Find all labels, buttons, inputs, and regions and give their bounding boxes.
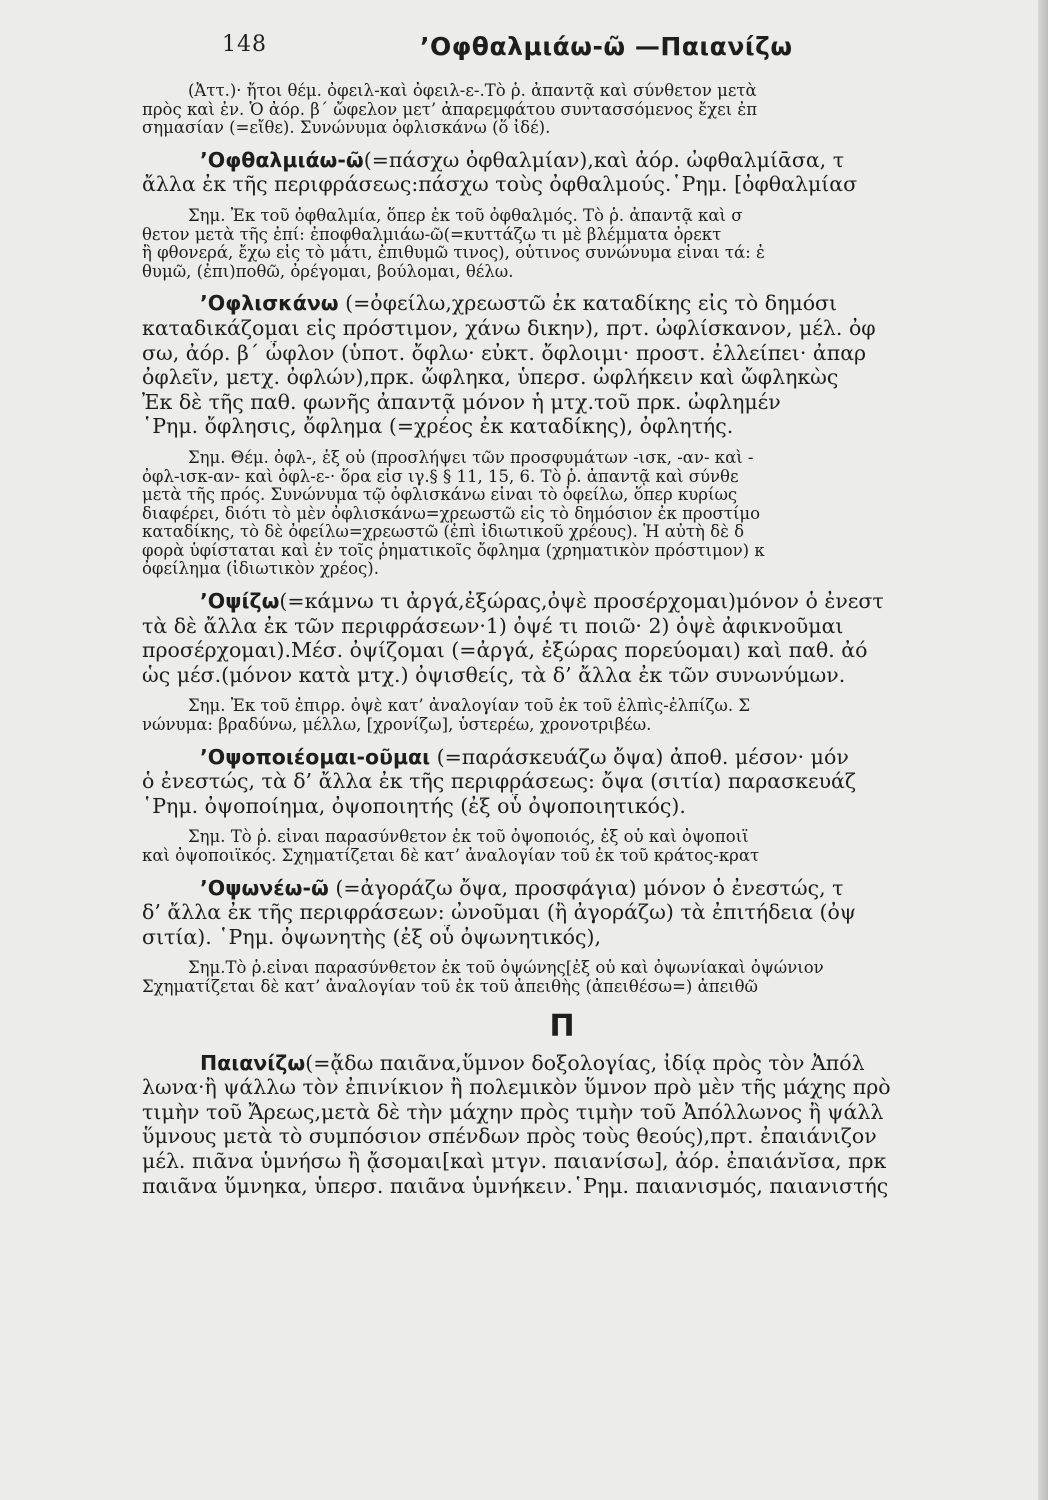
- note-line: [142, 847, 1042, 866]
- line-text: ῾Ρημ. ὀψοποίημα, ὀψοποιητής (ἐξ οὗ ὀψοποιητικός).: [142, 793, 686, 818]
- line-text: σημασίαν (=εἴθε). Συνώνυμα ὀφλισκάνω (ὅ ἰδέ).: [142, 119, 551, 138]
- dictionary-entry: [142, 876, 1042, 950]
- entry-line: [142, 316, 1042, 341]
- line-text: διαφέρει, διότι τὸ μὲν ὀφλισκάνω=χρεωστῶ εἰς τὸ δημόσιον ἐκ προστίμο: [142, 504, 761, 523]
- entry-line: [142, 876, 1042, 901]
- entry-headword: ’Οφθαλμιάω-ῶ: [200, 147, 364, 172]
- line-text: τιμὴν τοῦ Ἄρεως,μετὰ δὲ τὴν μάχην πρὸς τιμὴν τοῦ Ἀπόλλωνος ἢ ψάλλ: [142, 1099, 884, 1124]
- note-line: [142, 449, 1042, 468]
- line-text: ὀφλεῖν, μετχ. ὀφλών),πρκ. ὤφληκα, ὑπερσ. ὠφλήκειν καὶ ὤφληκὼς: [142, 365, 839, 390]
- entry-headword: Παιανίζω: [200, 1050, 306, 1075]
- note-line: [142, 828, 1042, 847]
- entry-headword: ’Οψωνέω-ῶ: [200, 875, 329, 900]
- page-edge: [1038, 0, 1048, 1500]
- line-text: (=ὀφείλω,χρεωστῶ ἐκ καταδίκης εἰς τὸ δημόσι: [338, 291, 838, 316]
- note-line: [142, 978, 1042, 997]
- entry-line: [142, 414, 1042, 439]
- line-text: καὶ ὀψοποιϊκός. Σχηματίζεται δὲ κατ’ ἀναλογίαν τοῦ ἐκ τοῦ κράτος-κρατ: [142, 847, 760, 865]
- line-text: νώνυμα: βραδύνω, μέλλω, [χρονίζω], ὑστερέω, χρονοτριβέω.: [142, 716, 652, 735]
- entry-line: [142, 663, 1042, 688]
- line-text: Σημ. Ἐκ τοῦ ἐπιρρ. ὀψὲ κατ’ ἀναλογίαν τοῦ ἐκ τοῦ ἐλπὶς-ἐλπίζω. Σ: [188, 697, 750, 716]
- entry-line: [142, 638, 1042, 663]
- line-text: σω, ἀόρ. β΄ ὦφλον (ὑποτ. ὄφλω· εὐκτ. ὄφλοιμι· προστ. ἐλλείπει· ἀπαρ: [142, 340, 867, 365]
- note-line: [142, 716, 1042, 735]
- entry-note: [142, 697, 1042, 734]
- line-text: (=ἀγοράζω ὄψα, προσφάγια) μόνον ὁ ἐνεστώς, τ: [328, 875, 844, 900]
- entry-line: [142, 900, 1042, 925]
- entry-note: [142, 828, 1042, 865]
- entry-line: [142, 1174, 1042, 1199]
- line-text: πρὸς καὶ ἐν. Ὁ ἀόρ. β΄ ὤφελον μετ’ ἀπαρεμφάτου συντασσόμενος ἔχει ἐπ: [142, 100, 758, 119]
- line-text: σιτία). ῾Ρημ. ὀψωνητὴς (ἐξ οὗ ὀψωνητικός),: [142, 924, 601, 949]
- note-line: [142, 119, 1042, 138]
- line-text: φορὰ ὑφίσταται καὶ ἐν τοῖς ῥηματικοῖς ὄφλημα (χρηματικὸν πρόστιμον) κ: [142, 541, 765, 560]
- entry-line: [142, 769, 1042, 794]
- line-text: ὡς μέσ.(μόνον κατὰ μτχ.) ὀψισθείς, τὰ δ’ ἄλλα ἐκ τῶν συνωνύμων.: [142, 662, 846, 687]
- line-text: μετὰ τῆς πρός. Συνώνυμα τῷ ὀφλισκάνω εἶναι τὸ ὀφείλω, ὅπερ κυρίως: [142, 486, 738, 505]
- entry-line: [142, 365, 1042, 390]
- line-text: καταδικάζομαι εἰς πρόστιμον, χάνω δικην), πρτ. ὠφλίσκανον, μέλ. ὀφ: [142, 315, 876, 340]
- note-line: [142, 207, 1042, 226]
- note-line: [142, 542, 1042, 561]
- line-text: τὰ δὲ ἄλλα ἐκ τῶν περιφράσεων·1) ὀψέ τι ποιῶ· 2) ὀψὲ ἀφικνοῦμαι: [142, 613, 844, 638]
- line-text: ὀφείλημα (ἰδιωτικὸν χρέος).: [142, 560, 379, 579]
- dictionary-entry: [142, 589, 1042, 687]
- entry-note: [142, 207, 1042, 281]
- entry-line: [142, 390, 1042, 415]
- line-text: θετον μετὰ τῆς ἐπί: ἐποφθαλμιάω-ῶ(=κυττάζω τι μὲ βλέμματα ὀρεκτ: [142, 225, 722, 244]
- dictionary-entry: [142, 148, 1042, 197]
- entry-headword: ’Οφλισκάνω: [200, 291, 339, 316]
- note-line: [142, 101, 1042, 120]
- line-text: (Ἀττ.)· ἤτοι θέμ. ὀφειλ-καὶ ὀφειλ-ε-.Τὸ ῥ. ἀπαντᾷ καὶ σύνθετον μετὰ: [188, 82, 757, 100]
- line-text: θυμῶ, (ἐπι)ποθῶ, ὀρέγομαι, βούλομαι, θέλω.: [142, 262, 514, 281]
- line-text: καταδίκης, τὸ δὲ ὀφείλω=χρεωστῶ (ἐπὶ ἰδιωτικοῦ χρέους). Ἡ αὐτὴ δὲ δ: [142, 523, 745, 542]
- entry-line: [142, 614, 1042, 639]
- note-line: [142, 523, 1042, 542]
- line-text: ὁ ἐνεστώς, τὰ δ’ ἄλλα ἐκ τῆς περιφράσεως: ὄψα (σιτία) παρασκευάζ: [142, 769, 856, 794]
- entry-line: [142, 291, 1042, 316]
- entry-note: [142, 959, 1042, 996]
- entry-line: [142, 925, 1042, 950]
- page-header: [0, 30, 1048, 70]
- section-letter-heading: Π: [549, 1008, 575, 1044]
- entry-line: [142, 1124, 1042, 1149]
- entry-line: [142, 148, 1042, 173]
- note-line: [142, 959, 1042, 978]
- note-line: [142, 468, 1042, 487]
- dictionary-entry: [142, 1051, 1042, 1199]
- entry-note: [142, 82, 1042, 138]
- note-line: [142, 226, 1042, 245]
- line-text: Σημ.Τὸ ῥ.εἶναι παρασύνθετον ἐκ τοῦ ὀψώνης[ἐξ οὗ καὶ ὀψωνίακαὶ ὀψώνιον: [188, 959, 824, 978]
- line-text: μέλ. πιᾶνα ὑμνήσω ἢ ᾄσομαι[καὶ μτγν. παιανίσω], ἀόρ. ἐπαιάνῐσα, πρκ: [142, 1148, 887, 1173]
- entry-line: [142, 1100, 1042, 1125]
- line-text: ὀφλ-ισκ-αν- καὶ ὀφλ-ε-· ὅρα εἰσ ιγ.§ § 11, 15, 6. Τὸ ῥ. ἀπαντᾷ καὶ σύνθε: [142, 467, 739, 486]
- entry-line: [142, 1075, 1042, 1100]
- line-text: λωνα·ἢ ψάλλω τὸν ἐπινίκιον ἢ πολεμικὸν ὕμνον πρὸ μὲν τῆς μάχης πρὸ: [142, 1075, 891, 1100]
- entry-line: [142, 172, 1042, 197]
- line-text: παιᾶνα ὕμνηκα, ὑπερσ. παιᾶνα ὑμνήκειν.῾Ρημ. παιανισμός, παιανιστής: [142, 1173, 889, 1198]
- line-text: (=κάμνω τι ἀργά,ἐξώρας,ὀψὲ προσέρχομαι)μόνον ὁ ἐνεστ: [279, 589, 884, 614]
- entry-line: [142, 745, 1042, 770]
- note-line: [142, 486, 1042, 505]
- entry-line: [142, 794, 1042, 819]
- line-text: (=ᾄδω παιᾶνα,ὕμνον δοξολογίας, ἰδίᾳ πρὸς τὸν Ἀπόλ: [305, 1050, 865, 1075]
- line-text: Σημ. Τὸ ῥ. εἶναι παρασύνθετον ἐκ τοῦ ὀψοποιός, ἐξ οὗ καὶ ὀψοποιΐ: [188, 828, 749, 847]
- dictionary-entry: [142, 291, 1042, 439]
- entry-headword: ’Οψίζω: [200, 589, 280, 614]
- running-title: ’Οφθαλμιάω-ῶ —Παιανίζω: [420, 32, 793, 61]
- note-line: [142, 560, 1042, 579]
- line-text: προσέρχομαι).Μέσ. ὀψίζομαι (=ἀργά, ἐξώρας πορεύομαι) καὶ παθ. ἀό: [142, 638, 868, 663]
- entry-line: [142, 589, 1042, 614]
- note-line: [142, 697, 1042, 716]
- line-text: Σχηματίζεται δὲ κατ’ ἀναλογίαν τοῦ ἐκ τοῦ ἀπειθὴς (ἀπειθέσω=) ἀπειθῶ: [142, 977, 758, 996]
- line-text: ὕμνους μετὰ τὸ συμπόσιον σπένδων πρὸς τοὺς θεούς),πρτ. ἐπαιάνιζον: [142, 1124, 877, 1149]
- entry-headword: ’Οψοποιέομαι-οῦμαι: [200, 744, 431, 769]
- note-line: [142, 82, 1042, 101]
- line-text: Σημ. Θέμ. ὀφλ-, ἐξ οὗ (προσλήψει τῶν προσφυμάτων -ισκ, -αν- καὶ -: [188, 448, 754, 467]
- entry-line: [142, 1149, 1042, 1174]
- line-text: ἢ φθονερά, ἔχω εἰς τὸ μάτι, ἐπιθυμῶ τινος), οὗτινος συνώνυμα εἶναι τά: ἐ: [142, 244, 765, 263]
- line-text: Σημ. Ἐκ τοῦ ὀφθαλμία, ὅπερ ἐκ τοῦ ὀφθαλμός. Τὸ ῥ. ἀπαντᾷ καὶ σ: [188, 206, 743, 225]
- line-text: δ’ ἄλλα ἐκ τῆς περιφράσεων: ὠνοῦμαι (ἢ ἀγοράζω) τὰ ἐπιτήδεια (ὀψ: [142, 900, 856, 925]
- note-line: [142, 505, 1042, 524]
- entry-line: [142, 1051, 1042, 1076]
- line-text: (=παράσκευάζω ὄψα) ἀποθ. μέσον· μόν: [430, 744, 849, 769]
- entry-note: [142, 449, 1042, 579]
- line-text: ῾Ρημ. ὄφλησις, ὄφλημα (=χρέος ἐκ καταδίκης), ὀφλητής.: [142, 414, 734, 439]
- note-line: [142, 263, 1042, 282]
- line-text: (=πάσχω ὀφθαλμίαν),καὶ ἀόρ. ὠφθαλμίᾱσα, τ: [363, 147, 845, 172]
- note-line: [142, 244, 1042, 263]
- dictionary-content: [142, 82, 1042, 1482]
- line-text: ἄλλα ἐκ τῆς περιφράσεως:πάσχω τοὺς ὀφθαλμούς.῾Ρημ. [ὀφθαλμίασ: [142, 172, 858, 197]
- page-number: 148: [222, 32, 267, 57]
- entry-line: [142, 341, 1042, 366]
- dictionary-entry: [142, 745, 1042, 819]
- line-text: Ἐκ δὲ τῆς παθ. φωνῆς ἀπαντᾷ μόνον ἡ μτχ.τοῦ πρκ. ὠφλημέν: [142, 389, 781, 414]
